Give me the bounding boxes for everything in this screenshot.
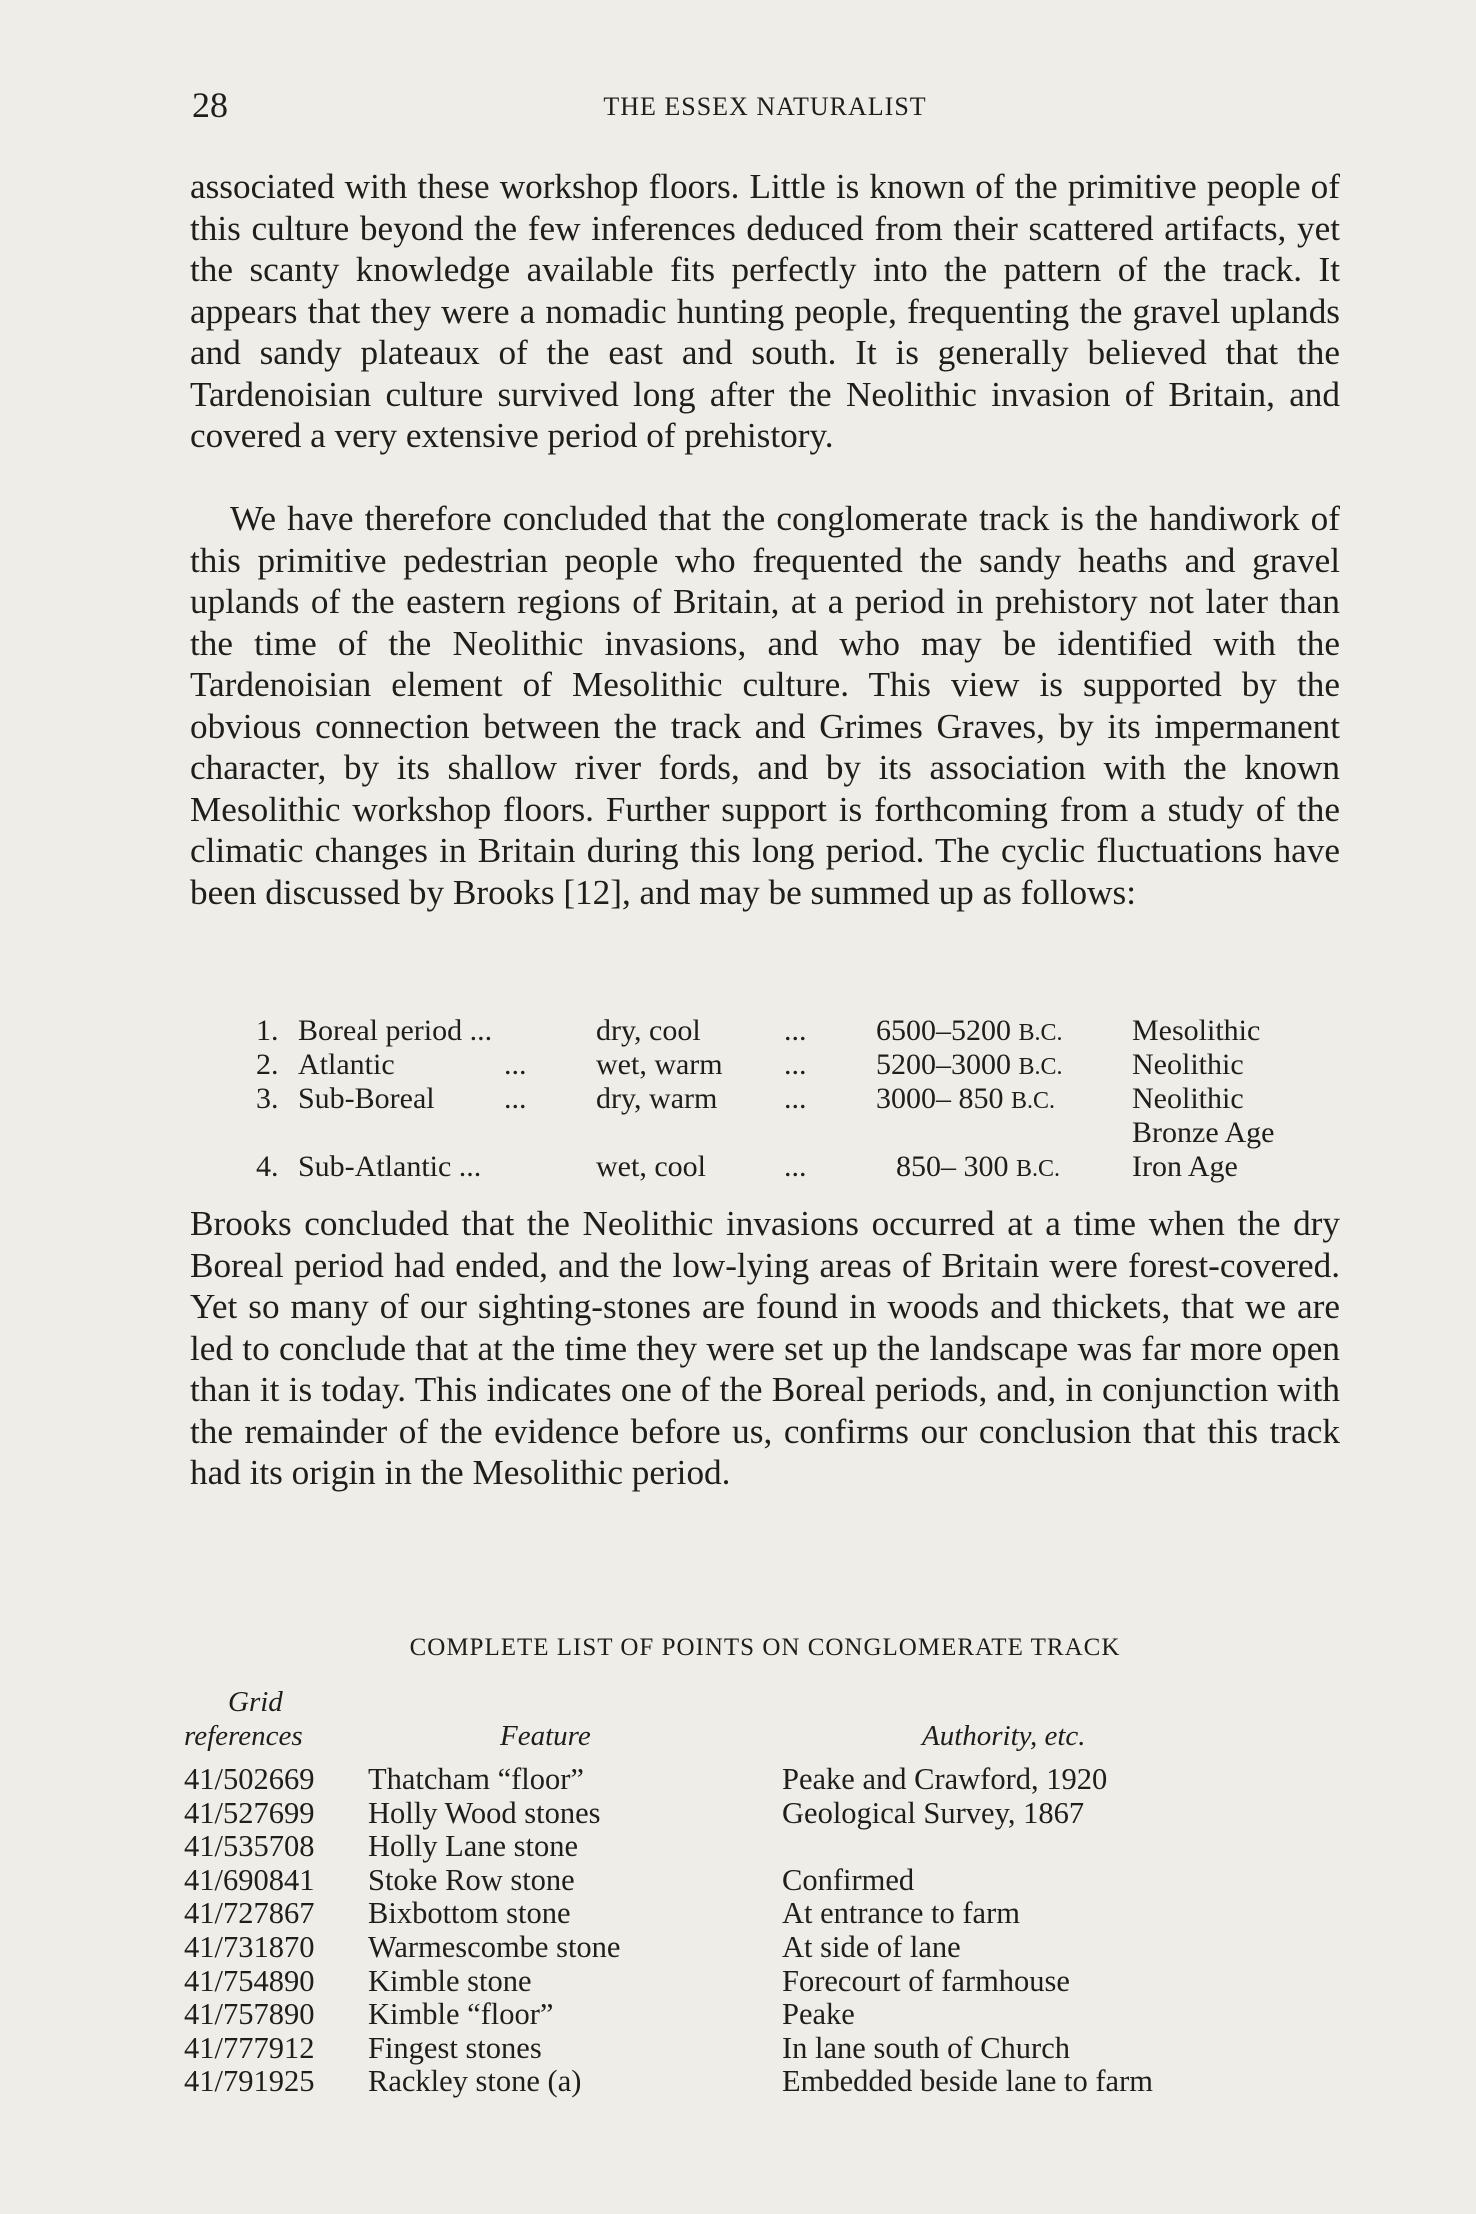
table-row <box>184 2064 1334 2098</box>
page-number: 28 <box>192 85 228 125</box>
date-range: 6500–5200 <box>876 1014 1011 1047</box>
climate-condition: dry, cool <box>596 1014 701 1047</box>
paragraph-text: We have therefore concluded that the conglomerate track is the handiwork of this primitive pedestrian people who frequented the sandy heaths and gravel uplands of the eastern regions of Britain, at a period in prehistory not later than the time of the Neolithic invasions, and who may be identified with the Tardenoisian element of Mesolithic culture. This view is supported by the obvious connection between the track and Grimes Graves, by its impermanent character, by its shallow river fords, and by its association with the known Mesolithic workshop floors. Further support is forthcoming from a study of the climatic changes in Britain during this long period. The cyclic fluctuations have been discussed by Brooks [12], and may be summed up as follows: <box>190 499 1340 912</box>
date-range: 3000– 850 <box>876 1082 1004 1115</box>
paragraph-1 <box>190 166 1340 457</box>
feature: Warmescombe stone <box>368 1929 621 1964</box>
authority: Forecourt of farmhouse <box>782 1963 1070 1998</box>
feature: Bixbottom stone <box>368 1896 571 1931</box>
authority: Embedded beside lane to farm <box>782 2064 1153 2099</box>
climate-row <box>256 1014 1326 1048</box>
paragraph-2 <box>190 498 1340 913</box>
grid-reference: 41/690841 <box>184 1862 315 1897</box>
feature: Fingest stones <box>368 2030 542 2065</box>
grid-reference: 41/502669 <box>184 1762 315 1796</box>
points-table-header <box>184 1686 1334 1762</box>
climate-condition: wet, cool <box>596 1150 706 1183</box>
authority: Confirmed <box>782 1862 915 1897</box>
journal-title: THE ESSEX NATURALIST <box>603 92 927 121</box>
table-row <box>184 1930 1334 1964</box>
table-row <box>184 1829 1334 1863</box>
column-header-grid: Grid <box>228 1686 283 1718</box>
climate-row <box>256 1082 1326 1150</box>
climate-dates <box>896 1150 1060 1184</box>
leader-dots: ... <box>784 1014 807 1047</box>
feature: Kimble “floor” <box>368 1997 554 2032</box>
climate-period: Sub-Boreal <box>298 1082 435 1115</box>
feature: Stoke Row stone <box>368 1862 575 1897</box>
grid-reference: 41/727867 <box>184 1896 315 1931</box>
feature: Holly Wood stones <box>368 1795 601 1830</box>
table-row <box>184 2031 1334 2065</box>
climate-dates <box>876 1082 1055 1116</box>
grid-reference: 41/731870 <box>184 1929 315 1964</box>
date-range: 850– 300 <box>896 1150 1009 1183</box>
climate-period: Atlantic <box>298 1048 395 1081</box>
authority: In lane south of Church <box>782 2030 1070 2065</box>
culture: Mesolithic <box>1132 1014 1261 1047</box>
climate-dates <box>876 1048 1063 1082</box>
leader-dots: ... <box>784 1048 807 1081</box>
feature: Holly Lane stone <box>368 1829 579 1864</box>
climate-condition: dry, warm <box>596 1082 718 1115</box>
column-header-grid-line2: references <box>184 1720 303 1752</box>
era-label: B.C. <box>1011 1088 1056 1114</box>
paragraph-text: associated with these workshop floors. Little is known of the primitive people of this culture beyond the few inferences deduced from their scattered artifacts, yet the scanty knowledge available fits perfectly into the pattern of the track. It appears that they were a nomadic hunting people, frequenting the gravel uplands and sandy plateaux of the east and south. It is generally believed that the Tardenoisian culture survived long after the Neolithic invasion of Britain, and covered a very extensive period of prehistory. <box>190 167 1340 455</box>
era-label: B.C. <box>1016 1156 1061 1182</box>
grid-reference: 41/754890 <box>184 1963 315 1998</box>
era-label: B.C. <box>1018 1020 1063 1046</box>
table-row <box>184 1762 1334 1796</box>
culture: Neolithic <box>1132 1082 1244 1115</box>
table-row <box>184 1863 1334 1897</box>
points-list-heading: COMPLETE LIST OF POINTS ON CONGLOMERATE TRACK <box>409 1634 1121 1661</box>
paragraph-3 <box>190 1203 1340 1494</box>
leader-dots: ... <box>504 1082 527 1115</box>
grid-reference: 41/777912 <box>184 2030 315 2065</box>
table-row <box>184 1896 1334 1930</box>
running-head <box>192 84 1338 134</box>
column-header-authority: Authority, etc. <box>922 1720 1086 1752</box>
table-row <box>184 1997 1334 2031</box>
feature: Thatcham “floor” <box>368 1762 584 1796</box>
authority: Geological Survey, 1867 <box>782 1795 1085 1830</box>
points-table <box>184 1686 1334 2098</box>
date-range: 5200–3000 <box>876 1048 1011 1081</box>
climate-row-number: 2. <box>256 1048 279 1081</box>
table-row <box>184 1964 1334 1998</box>
grid-reference: 41/527699 <box>184 1795 315 1830</box>
grid-reference: 41/535708 <box>184 1829 315 1864</box>
authority: At entrance to farm <box>782 1896 1020 1931</box>
leader-dots: ... <box>504 1048 527 1081</box>
leader-dots: ... <box>784 1082 807 1115</box>
climate-row <box>256 1048 1326 1082</box>
authority: Peake and Crawford, 1920 <box>782 1762 1108 1796</box>
climate-row-number: 4. <box>256 1150 279 1183</box>
culture: Neolithic <box>1132 1048 1244 1081</box>
leader-dots: ... <box>784 1150 807 1183</box>
climate-row-number: 3. <box>256 1082 279 1115</box>
culture-extra: Bronze Age <box>1132 1116 1275 1149</box>
grid-reference: 41/791925 <box>184 2064 315 2099</box>
era-label: B.C. <box>1018 1054 1063 1080</box>
climate-dates <box>876 1014 1063 1048</box>
climate-period: Boreal period ... <box>298 1014 493 1047</box>
paragraph-text: Brooks concluded that the Neolithic invasions occurred at a time when the dry Boreal period had ended, and the low-lying areas of Britain were forest-covered. Yet so many of our sighting-stones are found in woods and thickets, that we are led to conclude that at the time they were set up the landscape was far more open than it is today. This indicates one of the Boreal periods, and, in conjunction with the remainder of the evidence before us, confirms our conclusion that this track had its origin in the Mesolithic period. <box>190 1204 1340 1492</box>
feature: Rackley stone (a) <box>368 2064 582 2099</box>
culture: Iron Age <box>1132 1150 1238 1183</box>
climate-period: Sub-Atlantic ... <box>298 1150 482 1183</box>
climate-row-number: 1. <box>256 1014 279 1047</box>
authority: Peake <box>782 1997 855 2032</box>
feature: Kimble stone <box>368 1963 532 1998</box>
climate-periods-table <box>256 1014 1326 1184</box>
grid-reference: 41/757890 <box>184 1997 315 2032</box>
column-header-feature: Feature <box>500 1720 591 1752</box>
climate-condition: wet, warm <box>596 1048 723 1081</box>
table-row <box>184 1796 1334 1830</box>
authority: At side of lane <box>782 1929 961 1964</box>
climate-row <box>256 1150 1326 1184</box>
